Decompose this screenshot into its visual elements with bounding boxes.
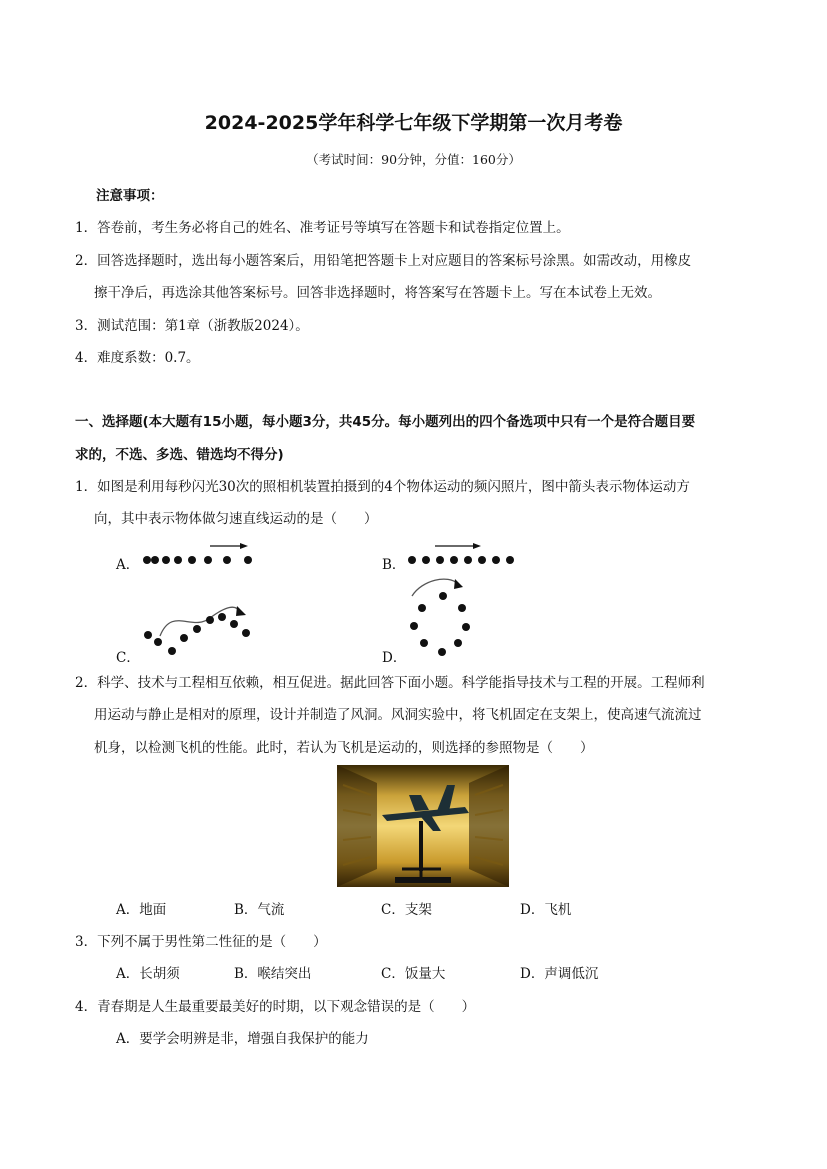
section-title: 一、选择题(本大题有15小题，每小题3分，共45分。每小题列出的四个备选项中只有一个是符合题目要 <box>75 414 696 430</box>
notice-item: 擦干净后，再选涂其他答案标号。回答非选择题时，将答案写在答题卡上。写在本试卷上无效。 <box>94 285 661 301</box>
question-2-text: 机身，以检测飞机的性能。此时，若认为飞机是运动的，则选择的参照物是（ ） <box>94 740 594 756</box>
q2-option-a: A．地面 <box>116 902 167 918</box>
question-3-text: 3．下列不属于男性第二性征的是（ ） <box>75 934 327 950</box>
q1-option-d-label: D． <box>382 650 407 666</box>
q2-option-d: D．飞机 <box>520 902 572 918</box>
question-1-text: 1．如图是利用每秒闪光30次的照相机装置拍摄到的4个物体运动的频闪照片，图中箭头表示物体运动方 <box>75 479 690 495</box>
q3-option-d: D．声调低沉 <box>520 966 599 982</box>
q3-option-a: A．长胡须 <box>116 966 180 982</box>
notice-item: 4．难度系数：0.7。 <box>75 350 200 366</box>
wind-tunnel-photo <box>337 765 509 887</box>
q1-option-b-figure <box>405 540 520 570</box>
q3-option-c: C．饭量大 <box>381 966 446 982</box>
question-2-text: 用运动与静止是相对的原理，设计并制造了风洞。风洞实验中，将飞机固定在支架上，使高速气流流过 <box>94 707 702 723</box>
exam-info: （考试时间：90分钟，分值：160分） <box>306 152 521 167</box>
page-title: 2024-2025学年科学七年级下学期第一次月考卷 <box>204 112 623 134</box>
notice-item: 2．回答选择题时，选出每小题答案后，用铅笔把答题卡上对应题目的答案标号涂黑。如需改动，用橡皮 <box>75 253 692 269</box>
question-4-text: 4．青春期是人生最重要最美好的时期，以下观念错误的是（ ） <box>75 999 476 1015</box>
notice-item: 1．答卷前，考生务必将自己的姓名、准考证号等填写在答题卡和试卷指定位置上。 <box>75 220 570 236</box>
section-title-cont: 求的，不选、多选、错选均不得分) <box>75 447 284 463</box>
q2-option-c: C．支架 <box>381 902 432 918</box>
q1-option-c-label: C． <box>116 650 140 666</box>
question-1-text: 向，其中表示物体做匀速直线运动的是（ ） <box>94 511 378 527</box>
q1-option-d-figure <box>400 572 480 660</box>
notice-heading: 注意事项： <box>96 188 164 204</box>
q1-option-c-figure <box>140 598 260 660</box>
q1-option-a-figure <box>140 540 260 570</box>
notice-item: 3．测试范围：第1章（浙教版2024）。 <box>75 318 309 334</box>
q3-option-b: B．喉结突出 <box>234 966 312 982</box>
q1-option-a-label: A． <box>116 557 140 573</box>
question-2-text: 2．科学、技术与工程相互依赖，相互促进。据此回答下面小题。科学能指导技术与工程的开展。工程师利 <box>75 675 705 691</box>
q2-option-b: B．气流 <box>234 902 285 918</box>
q1-option-b-label: B． <box>382 557 406 573</box>
q4-option-a: A．要学会明辨是非，增强自我保护的能力 <box>116 1031 369 1047</box>
